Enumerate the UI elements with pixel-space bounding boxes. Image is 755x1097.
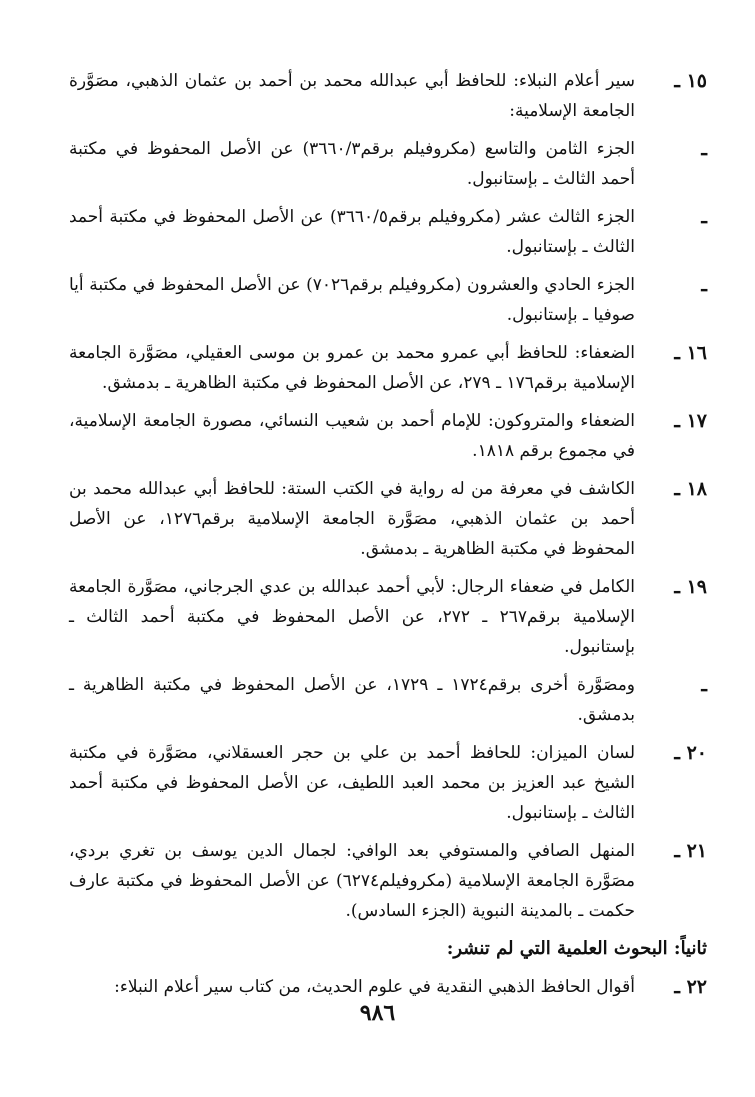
bibliography-entry — [69, 670, 707, 730]
entry-number: ٢٠ ـ — [674, 742, 707, 764]
entry-number: ـ — [701, 674, 707, 696]
entry-number: ١٧ ـ — [674, 410, 707, 432]
entry-number: ١٨ ـ — [674, 478, 707, 500]
bibliography-entry — [69, 738, 707, 828]
bibliography-entry — [69, 202, 707, 262]
section-heading: ثانياً: البحوث العلمية التي لم تنشر: — [446, 938, 707, 959]
entry-number: ١٥ ـ — [674, 70, 707, 92]
entry-text: الجزء الحادي والعشرون (مكروفيلم برقم٧٠٢٦) عن الأصل المحفوظ في مكتبة أيا صوفيا ـ بإستانبول. — [69, 275, 635, 325]
entry-text: أقوال الحافظ الذهبي النقدية في علوم الحديث، من كتاب سير أعلام النبلاء: — [114, 977, 635, 997]
entry-text: الضعفاء والمتروكون: للإمام أحمد بن شعيب النسائي، مصورة الجامعة الإسلامية، في مجموع برقم ١٨١٨. — [69, 411, 635, 461]
entry-number: ـ — [701, 138, 707, 160]
bibliography-entry — [69, 474, 707, 564]
entry-text: الجزء الثامن والتاسع (مكروفيلم برقم٣٦٦٠/٣) عن الأصل المحفوظ في مكتبة أحمد الثالث ـ بإستانبول. — [69, 139, 635, 189]
entry-text: الجزء الثالث عشر (مكروفيلم برقم٣٦٦٠/٥) عن الأصل المحفوظ في مكتبة أحمد الثالث ـ بإستانبول. — [69, 207, 636, 257]
entry-number: ١٩ ـ — [674, 576, 707, 598]
page-content — [69, 66, 707, 1010]
bibliography-list — [69, 66, 707, 926]
bibliography-entry — [69, 972, 707, 1002]
bibliography-entry — [69, 572, 707, 662]
page-number: ٩٨٦ — [359, 1000, 396, 1026]
bibliography-entry — [69, 338, 707, 398]
entry-text: الضعفاء: للحافظ أبي عمرو محمد بن عمرو بن موسى العقيلي، مصَوَّرة الجامعة الإسلامية برقم١٧٦ ـ ٢٧٩، عن الأصل المحفوظ في مكتبة الظاهرية ـ بدمشق. — [69, 343, 635, 393]
entry-text: الكاشف في معرفة من له رواية في الكتب الستة: للحافظ أبي عبدالله محمد بن أحمد بن عثمان الذهبي، مصَوَّرة الجامعة الإسلامية برقم١٢٧٦، عن الأصل المحفوظ في مكتبة الظاهرية ـ بدمشق. — [69, 479, 635, 559]
bibliography-entry — [69, 836, 707, 926]
entry-text: لسان الميزان: للحافظ أحمد بن علي بن حجر العسقلاني، مصَوَّرة في مكتبة الشيخ عبد العزيز بن محمد العبد اللطيف، عن الأصل المحفوظ في مكتبة أحمد الثالث ـ بإستانبول. — [69, 743, 635, 823]
entry-number: ٢١ ـ — [674, 840, 707, 862]
bibliography-entry — [69, 134, 707, 194]
entry-text: الكامل في ضعفاء الرجال: لأبي أحمد عبدالله بن عدي الجرجاني، مصَوَّرة الجامعة الإسلامية برقم٢٦٧ ـ ٢٧٢، عن الأصل المحفوظ في مكتبة أحمد الثالث ـ بإستانبول. — [69, 577, 635, 657]
entry-text: المنهل الصافي والمستوفي بعد الوافي: لجمال الدين يوسف بن تغري بردي، مصَوَّرة الجامعة الإسلامية (مكروفيلم٦٢٧٤) عن الأصل المحفوظ في مكتبة عارف حكمت ـ بالمدينة النبوية (الجزء السادس). — [69, 841, 635, 921]
entry-number: ـ — [701, 206, 707, 228]
entry-text: سير أعلام النبلاء: للحافظ أبي عبدالله محمد بن أحمد بن عثمان الذهبي، مصَوَّرة الجامعة الإسلامية: — [69, 71, 635, 121]
bibliography-entry — [69, 406, 707, 466]
bibliography-entry — [69, 270, 707, 330]
entry-number: ١٦ ـ — [674, 342, 707, 364]
bibliography-entry — [69, 66, 707, 126]
entry-number: ٢٢ ـ — [674, 976, 707, 998]
entry-text: ومصَوَّرة أخرى برقم١٧٢٤ ـ ١٧٢٩، عن الأصل المحفوظ في مكتبة الظاهرية ـ بدمشق. — [69, 675, 636, 725]
entry-number: ـ — [701, 274, 707, 296]
